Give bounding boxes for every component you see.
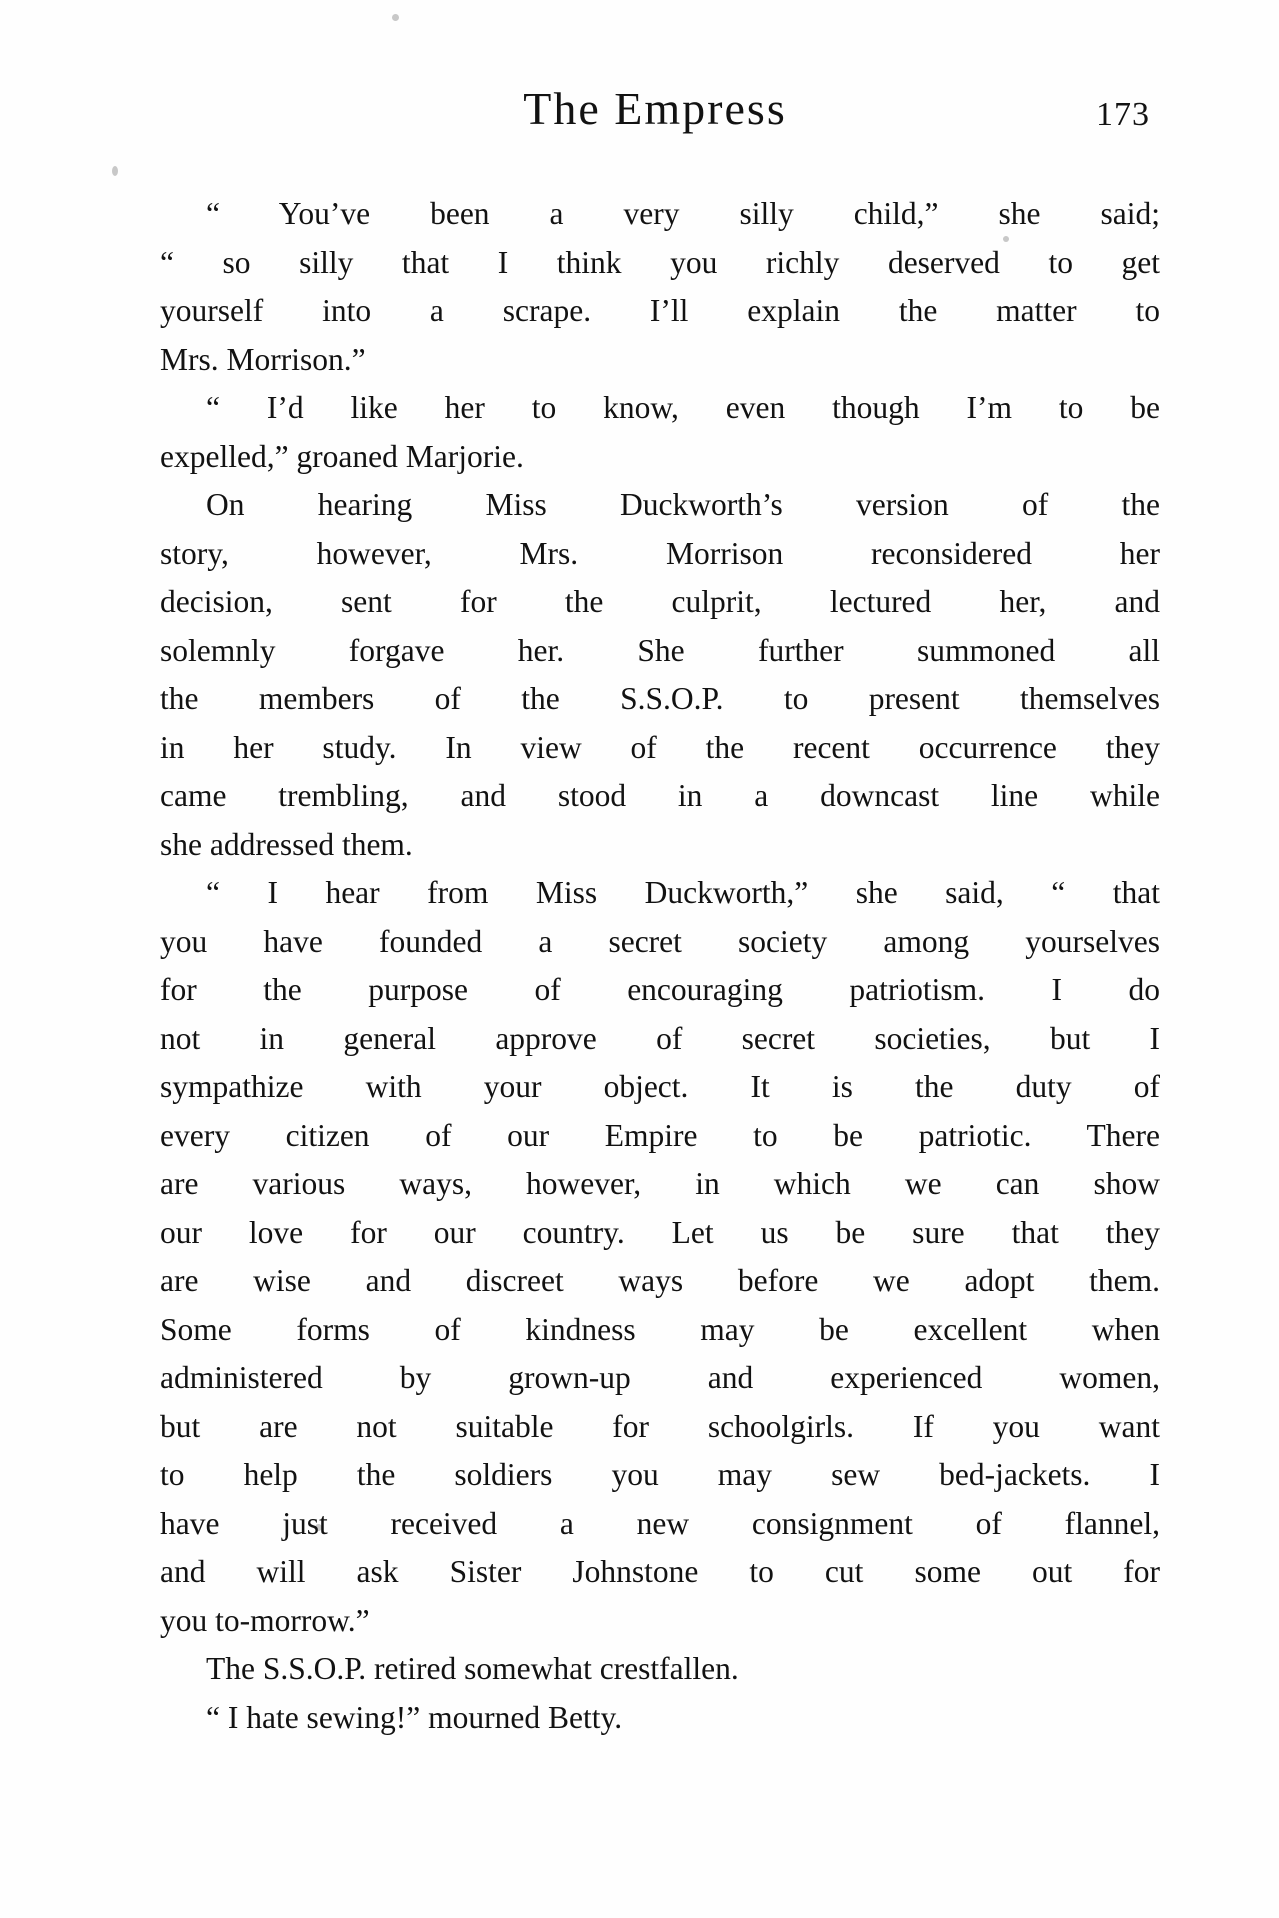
text-line: have just received a new consignment of flannel, bbox=[160, 1505, 1160, 1541]
text-line: Mrs. Morrison.” bbox=[160, 341, 366, 377]
paper-speck bbox=[112, 166, 118, 176]
text-line: story, however, Mrs. Morrison reconsidered her bbox=[160, 535, 1160, 571]
text-line: expelled,” groaned Marjorie. bbox=[160, 438, 524, 474]
text-line: decision, sent for the culprit, lectured her, and bbox=[160, 584, 1160, 619]
text-line: “ so silly that I think you richly deserved to get bbox=[160, 244, 1160, 280]
page-header bbox=[160, 82, 1150, 135]
text-line: in her study. In view of the recent occurrence they bbox=[160, 729, 1160, 765]
text-line: for the purpose of encouraging patriotism. I do bbox=[160, 972, 1160, 1007]
text-line: are various ways, however, in which we can show bbox=[160, 1166, 1160, 1201]
text-line: she addressed them. bbox=[160, 826, 413, 862]
text-line: not in general approve of secret societies, but I bbox=[160, 1020, 1160, 1056]
text-line: administered by grown-up and experienced women, bbox=[160, 1360, 1160, 1395]
text-line: On hearing Miss Duckworth’s version of the bbox=[206, 487, 1160, 522]
text-line: to help the soldiers you may sew bed-jackets. I bbox=[160, 1457, 1160, 1492]
text-line: Some forms of kindness may be excellent when bbox=[160, 1311, 1160, 1347]
text-line: our love for our country. Let us be sure that they bbox=[160, 1214, 1160, 1250]
page-number: 173 bbox=[1096, 96, 1150, 133]
text-line: every citizen of our Empire to be patriotic. There bbox=[160, 1117, 1160, 1153]
text-line: “ You’ve been a very silly child,” she said; bbox=[206, 196, 1160, 231]
text-line: you have founded a secret society among yourselves bbox=[160, 923, 1160, 959]
text-line: came trembling, and stood in a downcast line while bbox=[160, 778, 1160, 813]
text-line: “ I hate sewing!” mourned Betty. bbox=[206, 1699, 623, 1735]
text-line: “ I hear from Miss Duckworth,” she said, “ that bbox=[206, 875, 1160, 910]
text-line: solemnly forgave her. She further summoned all bbox=[160, 632, 1160, 668]
text-line: the members of the S.S.O.P. to present themselves bbox=[160, 681, 1160, 716]
page-body bbox=[160, 190, 1160, 1742]
text-line: but are not suitable for schoolgirls. If you want bbox=[160, 1408, 1160, 1444]
text-line: The S.S.O.P. retired somewhat crestfallen. bbox=[206, 1651, 739, 1686]
text-line: you to-morrow.” bbox=[160, 1602, 370, 1638]
text-line: “ I’d like her to know, even though I’m to be bbox=[206, 390, 1160, 425]
text-line: yourself into a scrape. I’ll explain the matter to bbox=[160, 293, 1160, 328]
text-line: sympathize with your object. It is the duty of bbox=[160, 1069, 1160, 1104]
text-line: and will ask Sister Johnstone to cut some out for bbox=[160, 1554, 1160, 1589]
page-title: The Empress bbox=[523, 83, 787, 134]
paper-speck bbox=[392, 14, 399, 21]
text-line: are wise and discreet ways before we adopt them. bbox=[160, 1263, 1160, 1298]
